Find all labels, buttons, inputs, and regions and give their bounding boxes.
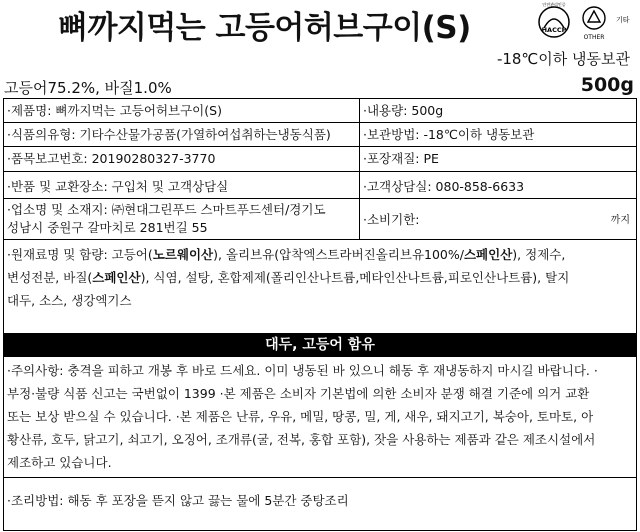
storage-note: -18℃이하 냉동보관 — [496, 50, 630, 68]
svg-text:안전관리인증: 안전관리인증 — [542, 2, 566, 7]
table-row — [4, 147, 636, 172]
certification-logos — [536, 2, 638, 46]
notice-line: ·주의사항: 충격을 피하고 개봉 후 바로 드세요. 이미 냉동된 바 있으니 해동 후 재냉동하지 마시길 바랍니다. · — [7, 363, 598, 378]
svg-text:HACCP: HACCP — [541, 26, 567, 34]
packaging-cell: ·포장재질: PE — [363, 151, 439, 166]
cooking-method: ·조리방법: 해동 후 포장을 뜯지 않고 끓는 물에 5분간 중탕조리 — [7, 493, 349, 508]
svg-text:기타: 기타 — [616, 16, 630, 24]
table-row — [4, 172, 636, 199]
ingredient-ratio: 고등어75.2%, 바질1.0% — [4, 79, 172, 97]
storage-cell: ·보관방법: -18℃이하 냉동보관 — [363, 127, 535, 142]
maker-line: ·업소명 및 소재지: ㈜현대그린푸드 스마트푸드센터/경기도 — [7, 202, 326, 217]
net-weight: 500g — [580, 74, 634, 96]
notice-line: 제조하고 있습니다. — [7, 455, 112, 470]
product-title: 뼈까지먹는 고등어허브구이(S) — [58, 10, 471, 46]
consult-cell: ·고객상담실: 080-858-6633 — [363, 179, 525, 194]
maker-cell — [4, 199, 360, 239]
ingredients-line: ·원재료명 및 함량: 고등어(노르웨이산), 올리브유(압착엑스트라버진올리브유100%/스페인산), 정제수, — [7, 247, 566, 262]
exchange-cell: ·반품 및 교환장소: 구입처 및 고객상담실 — [4, 172, 360, 198]
expiry-label: ·소비기한: — [363, 212, 420, 227]
report-number-cell: ·품목보고번호: 20190280327-3770 — [4, 147, 360, 171]
table-row — [4, 123, 636, 147]
table-row — [4, 99, 636, 123]
maker-line: 성남시 중원구 갈마치로 281번길 55 — [7, 220, 208, 235]
food-label-table — [3, 98, 637, 531]
ingredients-line: 변성전분, 바질(스페인산), 식염, 설탕, 혼합제제(폴리인산나트륨,메타인산나트륨,피로인산나트륨), 탈지 — [7, 270, 570, 285]
allergy-banner: 대두, 고등어 함유 — [4, 333, 636, 357]
notice-block — [4, 357, 636, 478]
content-cell: ·내용량: 500g — [363, 103, 444, 118]
ingredients-line: 대두, 소스, 생강엑기스 — [7, 293, 132, 308]
notice-line: 또는 보상 받으실 수 있습니다. ·본 제품은 난류, 우유, 메밀, 땅콩, 밀, 게, 새우, 돼지고기, 복숭아, 토마토, 아 — [7, 409, 594, 424]
table-row — [4, 199, 636, 240]
haccp-icon — [539, 2, 569, 37]
recycle-icon — [583, 7, 630, 41]
ingredients-block — [4, 241, 636, 325]
food-type-cell: ·식품의유형: 기타수산물가공품(가열하여섭취하는냉동식품) — [4, 123, 360, 146]
svg-text:OTHER: OTHER — [583, 34, 605, 41]
expiry-cell — [360, 199, 636, 239]
notice-line: 황산류, 호두, 닭고기, 쇠고기, 오징어, 조개류(굴, 전복, 홍합 포함), 잣을 사용하는 제품과 같은 제조시설에서 — [7, 432, 596, 447]
product-name-cell: ·제품명: 뼈까지먹는 고등어허브구이(S) — [4, 99, 360, 122]
notice-line: 부정·불량 식품 신고는 국번없이 1399 ·본 제품은 소비자 기본법에 의한 소비자 분쟁 해결 기준에 의거 교환 — [7, 386, 590, 401]
expiry-value: 까지 — [610, 215, 630, 226]
